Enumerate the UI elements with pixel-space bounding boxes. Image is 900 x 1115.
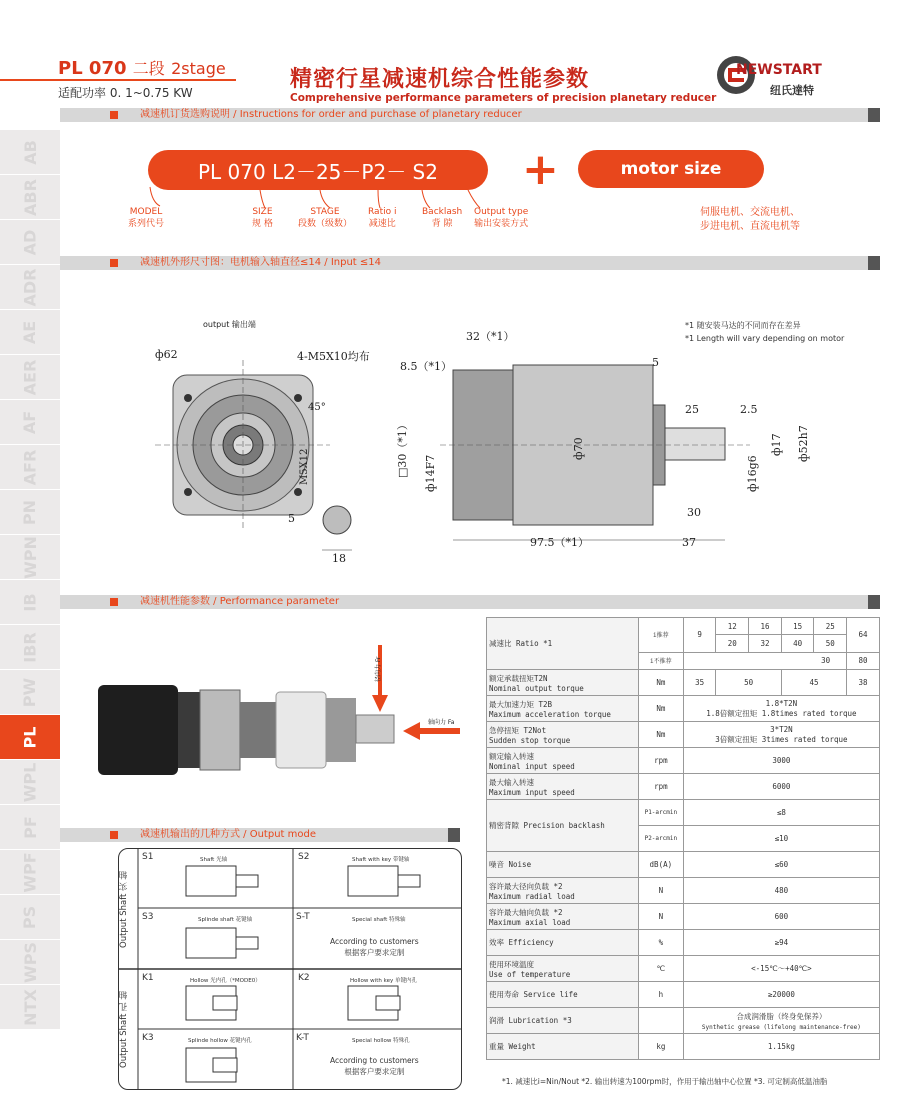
sidebar-tab-abr[interactable] <box>0 175 60 220</box>
mode-st-desc: Special shaft 特殊轴 <box>352 917 406 923</box>
cell-radial-load: 容许最大径向负载 *2 Maximum radial load <box>487 878 639 904</box>
dim-d14: ф14F7 <box>424 454 437 492</box>
sidebar-tab-label: PL <box>20 726 40 748</box>
series-sidebar <box>0 130 60 1075</box>
sidebar-tab-ntx[interactable] <box>0 985 60 1030</box>
sidebar-tab-label: ADR <box>20 268 40 306</box>
model-heading: PL 070 二段 2stage <box>58 58 226 79</box>
cell-ratio-32: 32 <box>749 635 782 652</box>
unit-rpm-2: rpm <box>638 774 683 800</box>
torque-35: 35 <box>683 670 716 696</box>
cell-max-speed-val: 6000 <box>683 774 879 800</box>
unit-nm-2: Nm <box>638 696 683 722</box>
header-underline <box>0 79 236 81</box>
page-subtitle: Comprehensive performance parameters of precision planetary reducer <box>290 92 717 104</box>
mode-kt-desc: Special hollow 特殊孔 <box>352 1038 410 1044</box>
dim-d25: 25 <box>685 403 699 416</box>
output-label: output 输出端 <box>203 320 256 329</box>
dim-d70: ф70 <box>572 437 585 460</box>
sidebar-tab-label: AE <box>20 320 40 344</box>
cell-noise: 噪音 Noise <box>487 852 639 878</box>
sidebar-tab-label: AB <box>20 139 40 165</box>
cell-ratio-25: 25 <box>814 618 847 635</box>
label-size: SIZE 规 格 <box>252 207 273 229</box>
sidebar-tab-ib[interactable] <box>0 580 60 625</box>
cell-temp-val: <-15℃～+40℃> <box>683 956 879 982</box>
sidebar-tab-afr[interactable] <box>0 445 60 490</box>
mode-k1-desc: Hollow 光内孔（*MODE0） <box>190 978 261 984</box>
custom-note-2: According to customers 根据客户要求定制 <box>330 1056 419 1076</box>
cell-p2: P2-arcmin <box>638 826 683 852</box>
cell-radial-val: 480 <box>683 878 879 904</box>
sidebar-tab-ibr[interactable] <box>0 625 60 670</box>
unit-kg: kg <box>638 1034 683 1060</box>
sidebar-tab-label: WPF <box>20 851 40 893</box>
gearbox-photo <box>60 620 480 825</box>
sidebar-tab-label: ABR <box>20 178 40 216</box>
cell-i-rec: i推荐 <box>638 618 683 653</box>
cell-stop-val: 3*T2N 3倍额定扭矩 3times rated torque <box>683 722 879 748</box>
section-output: 减速机输出的几种方式 / Output mode <box>60 828 460 842</box>
radial-force-label: 径向力 Fr <box>375 656 382 682</box>
cell-acc-val: 1.8*T2N 1.8倍额定扭矩 1.8times rated torque <box>683 696 879 722</box>
sidebar-tab-label: WPN <box>20 535 40 579</box>
dim-holes: 4-M5X10均布 <box>297 350 370 363</box>
mode-k2: K2 <box>298 973 310 983</box>
cell-max-speed: 最大输入转速 Maximum input speed <box>487 774 639 800</box>
cell-nominal-torque: 额定承载扭矩T2N Nominal output torque <box>487 670 639 696</box>
power-range: 适配功率 0. 1~0.75 KW <box>58 86 193 100</box>
mode-s1-desc: Shaft 光轴 <box>200 857 228 863</box>
mode-s1: S1 <box>142 852 154 862</box>
cell-ratio-12: 12 <box>716 618 749 635</box>
mode-s2: S2 <box>298 852 310 862</box>
cell-eff-val: ≥94 <box>683 930 879 956</box>
cell-ratio-50: 50 <box>814 635 847 652</box>
sidebar-tab-af[interactable] <box>0 400 60 445</box>
torque-50: 50 <box>716 670 781 696</box>
dim-key-w: 5 <box>288 512 295 525</box>
dim-d52: ф52h7 <box>797 425 810 462</box>
cell-ratio-15: 15 <box>781 618 814 635</box>
cell-ratio: 减速比 Ratio *1 <box>487 618 639 670</box>
axial-force-label: 轴向力 Fa <box>428 719 455 726</box>
dim-d2-5: 2.5 <box>740 403 758 416</box>
motor-size-pill: motor size <box>578 150 764 188</box>
mode-s2-desc: Shaft with key 带键轴 <box>352 857 410 863</box>
dim-d17: ф17 <box>770 433 783 456</box>
dim-d97: 97.5（*1） <box>530 536 589 549</box>
sidebar-tab-label: AD <box>20 229 40 255</box>
cell-ratio-64: 64 <box>847 618 880 653</box>
cell-acc-torque: 最大加速力矩 T2B Maximum acceleration torque <box>487 696 639 722</box>
cell-backlash: 精密背隙 Precision backlash <box>487 800 639 852</box>
order-code: PL 070 L2－25－P2－ S2 <box>148 150 488 190</box>
brand-name: NEWSTART <box>736 62 822 78</box>
cell-axial-load: 容许最大轴向负载 *2 Maximum axial load <box>487 904 639 930</box>
sidebar-tab-ad[interactable] <box>0 220 60 265</box>
sidebar-tab-aer[interactable] <box>0 355 60 400</box>
footnote: *1. 减速比i=Nin/Nout *2. 输出转速为100rpm时，作用于输出轴中心位置 *3. 可定制高低温油脂 <box>502 1077 828 1086</box>
mode-s3-desc: Splinde shaft 花键轴 <box>198 917 253 923</box>
unit-lub-empty <box>638 1008 683 1034</box>
dim-m5x12: M5X12 <box>299 448 310 485</box>
dim-d62: ф62 <box>155 348 178 361</box>
mode-k3-desc: Splinde hollow 花键内孔 <box>188 1038 252 1044</box>
section-order: 减速机订货选购说明 / Instructions for order and purchase of planetary reducer <box>60 108 880 122</box>
sidebar-tab-label: AF <box>20 410 40 434</box>
mode-st: S-T <box>296 912 310 922</box>
cell-ratio-16: 16 <box>749 618 782 635</box>
unit-nm-3: Nm <box>638 722 683 748</box>
cell-ratio-20: 20 <box>716 635 749 652</box>
sidebar-tab-wpn[interactable] <box>0 535 60 580</box>
torque-38: 38 <box>847 670 880 696</box>
mode-k3: K3 <box>142 1033 154 1043</box>
cell-noise-val: ≤60 <box>683 852 879 878</box>
section-performance: 减速机性能参数 / Performance parameter <box>60 595 880 609</box>
plus-icon: + <box>522 144 559 195</box>
dim-d16: ф16g6 <box>746 455 759 492</box>
cell-p1-val: ≤8 <box>683 800 879 826</box>
cell-efficiency: 效率 Efficiency <box>487 930 639 956</box>
sidebar-tab-label: WPL <box>20 762 40 802</box>
dim-angle: 45° <box>308 402 326 413</box>
sidebar-tab-ps[interactable] <box>0 895 60 940</box>
label-model: MODEL 系列代号 <box>128 207 165 229</box>
sidebar-tab-label: IB <box>20 592 40 612</box>
unit-n-2: N <box>638 904 683 930</box>
unit-rpm-1: rpm <box>638 748 683 774</box>
label-ratio: Ratio i 减速比 <box>368 207 397 229</box>
front-view <box>155 360 330 530</box>
sidebar-tab-label: WPS <box>20 941 40 983</box>
page-title: 精密行星减速机综合性能参数 <box>290 66 590 92</box>
sidebar-tab-wpl[interactable] <box>0 760 60 805</box>
output-mode-grid <box>118 848 462 1090</box>
sidebar-tab-label: AER <box>20 359 40 395</box>
cell-nom-speed: 额定输入转速 Nominal input speed <box>487 748 639 774</box>
sidebar-tab-pl[interactable] <box>0 715 60 760</box>
cell-lub-val: 合成润滑脂（终身免保养） Synthetic grease (lifelong maintenance-free) <box>683 1008 879 1034</box>
dim-d5: 5 <box>652 356 659 369</box>
sidebar-tab-label: PS <box>20 905 40 929</box>
unit-celsius: ℃ <box>638 956 683 982</box>
cell-life: 使用寿命 Service life <box>487 982 639 1008</box>
sidebar-tab-pw[interactable] <box>0 670 60 715</box>
brand-name-cn: 纽氏達特 <box>770 84 814 97</box>
label-stage: STAGE 段数（级数） <box>298 207 353 229</box>
dim-d30sq: □30（*1） <box>396 419 409 478</box>
solid-shaft-label: Output Shaft 实 轴 <box>119 871 129 948</box>
sidebar-tab-label: PF <box>20 815 40 839</box>
cell-temp: 使用环境温度 Use of temperature <box>487 956 639 982</box>
dim-d30: 30 <box>687 506 701 519</box>
sidebar-tab-label: IBR <box>20 631 40 663</box>
sidebar-tab-label: PN <box>20 499 40 525</box>
unit-pct: % <box>638 930 683 956</box>
dim-d85: 8.5（*1） <box>400 360 452 373</box>
sidebar-tab-wps[interactable] <box>0 940 60 985</box>
dim-d32: 32（*1） <box>466 330 515 343</box>
cell-weight-val: 1.15kg <box>683 1034 879 1060</box>
side-view <box>440 365 750 525</box>
unit-n-1: N <box>638 878 683 904</box>
dimension-drawing <box>60 270 880 595</box>
note-1-cn: *1 随安装马达的不同而存在差异 <box>685 321 801 330</box>
sidebar-tab-label: PW <box>20 677 40 707</box>
mode-k1: K1 <box>142 973 154 983</box>
cell-weight: 重量 Weight <box>487 1034 639 1060</box>
sidebar-tab-pn[interactable] <box>0 490 60 535</box>
motor-types: 伺服电机、交流电机、 步进电机、直流电机等 <box>700 207 800 232</box>
cell-lub: 润滑 Lubrication *3 <box>487 1008 639 1034</box>
sidebar-tab-pf[interactable] <box>0 805 60 850</box>
label-backlash: Backlash 背 隙 <box>422 207 463 229</box>
performance-table <box>486 617 880 1060</box>
sidebar-tab-label: NTX <box>20 988 40 1026</box>
cell-stop-torque: 急停扭矩 T2Not Sudden stop torque <box>487 722 639 748</box>
sidebar-tab-label: AFR <box>20 449 40 485</box>
unit-db: dB(A) <box>638 852 683 878</box>
custom-note-1: According to customers 根据客户要求定制 <box>330 937 419 957</box>
label-output-type: Output type 输出安装方式 <box>474 207 529 229</box>
mode-k2-desc: Hollow with key 单键内孔 <box>350 978 417 984</box>
mode-kt: K-T <box>296 1033 309 1043</box>
cell-ratio-80: 80 <box>847 652 880 669</box>
torque-45: 45 <box>781 670 846 696</box>
cell-ratio-40: 40 <box>781 635 814 652</box>
sidebar-tab-adr[interactable] <box>0 265 60 310</box>
cell-nom-speed-val: 3000 <box>683 748 879 774</box>
cell-life-val: ≥20000 <box>683 982 879 1008</box>
sidebar-tab-ab[interactable] <box>0 130 60 175</box>
mode-s3: S3 <box>142 912 154 922</box>
note-1-en: *1 Length will vary depending on motor <box>685 334 845 343</box>
sidebar-tab-wpf[interactable] <box>0 850 60 895</box>
dim-key-h: 18 <box>332 552 346 565</box>
hollow-shaft-label: Output Shaft 孔 轴 <box>119 991 129 1068</box>
cell-axial-val: 600 <box>683 904 879 930</box>
cell-i-not: i不推荐 <box>638 652 683 669</box>
unit-h: h <box>638 982 683 1008</box>
unit-nm-1: Nm <box>638 670 683 696</box>
dim-d37: 37 <box>682 536 696 549</box>
sidebar-tab-ae[interactable] <box>0 310 60 355</box>
cell-ratio-30: 30 <box>683 652 846 669</box>
section-dimension: 减速机外形尺寸图：电机输入轴直径≤14 / Input ≤14 <box>60 256 880 270</box>
cell-ratio-9: 9 <box>683 618 716 653</box>
cell-p2-val: ≤10 <box>683 826 879 852</box>
cell-p1: P1-arcmin <box>638 800 683 826</box>
